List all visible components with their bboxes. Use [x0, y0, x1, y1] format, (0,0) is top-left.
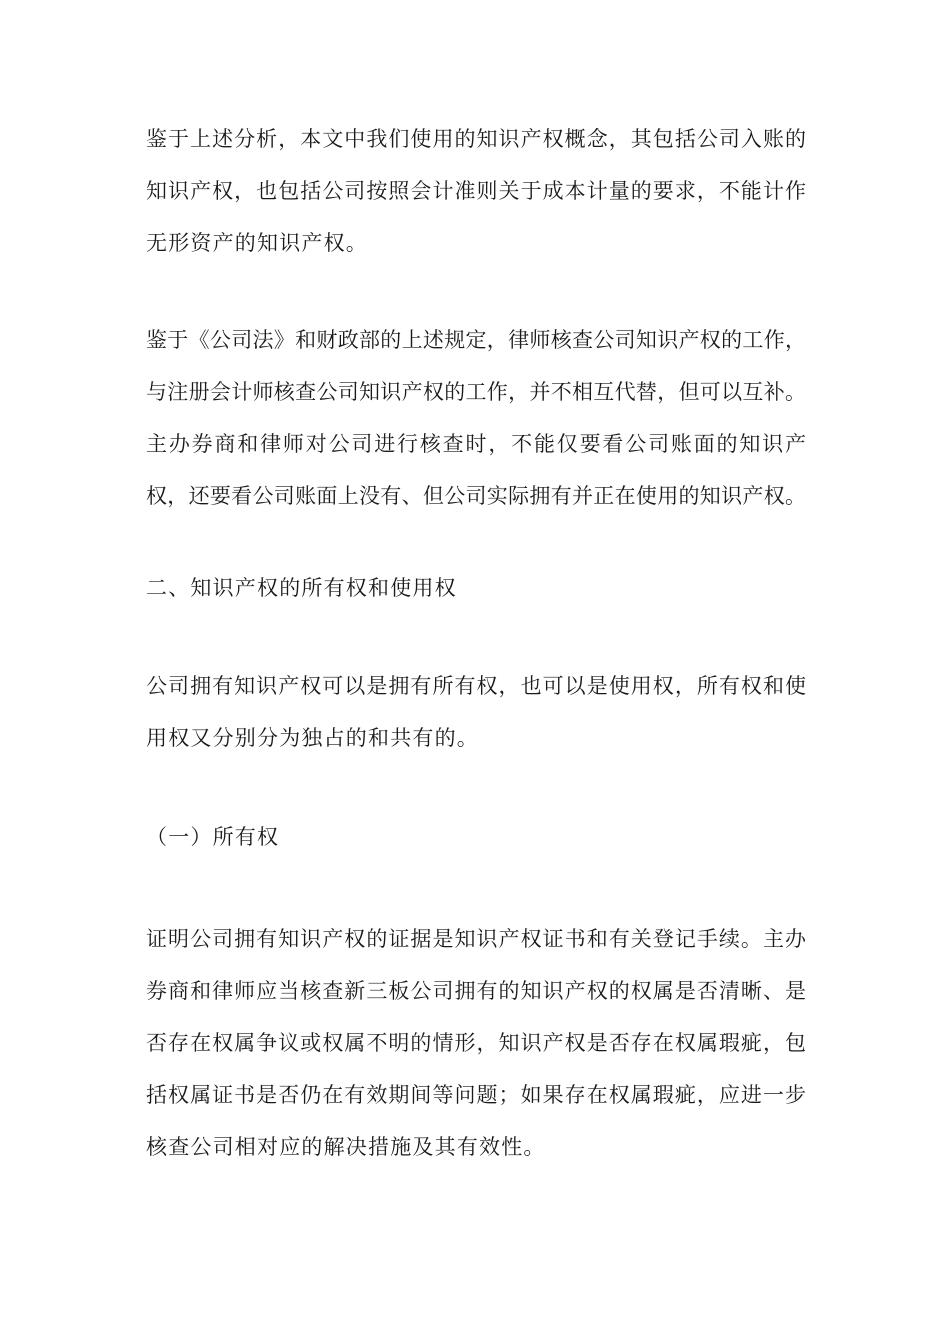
text-line: 鉴于《公司法》和财政部的上述规定，律师核查公司知识产权的工作，: [146, 328, 806, 352]
text-line: 核查公司相对应的解决措施及其有效性。: [146, 1135, 546, 1159]
text-line: 权，还要看公司账面上没有、但公司实际拥有并正在使用的知识产权。: [146, 484, 806, 508]
section-heading-ownership-and-use: [146, 562, 806, 614]
paragraph-company-law: [146, 314, 806, 522]
text-line: 用权又分别分为独占的和共有的。: [146, 726, 479, 750]
paragraph-ownership-evidence: [146, 913, 806, 1173]
text-line: 鉴于上述分析，本文中我们使用的知识产权概念，其包括公司入账的: [146, 127, 806, 151]
section-heading: 二、知识产权的所有权和使用权: [146, 576, 457, 600]
text-line: 证明公司拥有知识产权的证据是知识产权证书和有关登记手续。主办: [146, 927, 806, 951]
text-line: 公司拥有知识产权可以是拥有所有权，也可以是使用权，所有权和使: [146, 674, 806, 698]
subsection-heading-ownership: [146, 811, 806, 863]
text-line: 否存在权属争议或权属不明的情形，知识产权是否存在权属瑕疵，包: [146, 1031, 806, 1055]
subsection-heading: （一）所有权: [146, 825, 280, 849]
paragraph-ip-concept: [146, 113, 806, 269]
text-line: 无形资产的知识产权。: [146, 231, 368, 255]
text-line: 与注册会计师核查公司知识产权的工作，并不相互代替，但可以互补。: [146, 380, 806, 404]
text-line: 括权属证书是否仍在有效期间等问题；如果存在权属瑕疵，应进一步: [146, 1083, 806, 1107]
text-line: 主办券商和律师对公司进行核查时，不能仅要看公司账面的知识产: [146, 432, 806, 456]
text-line: 券商和律师应当核查新三板公司拥有的知识产权的权属是否清晰、是: [146, 979, 806, 1003]
paragraph-ownership-types: [146, 660, 806, 764]
text-line: 知识产权，也包括公司按照会计准则关于成本计量的要求，不能计作: [146, 179, 806, 203]
